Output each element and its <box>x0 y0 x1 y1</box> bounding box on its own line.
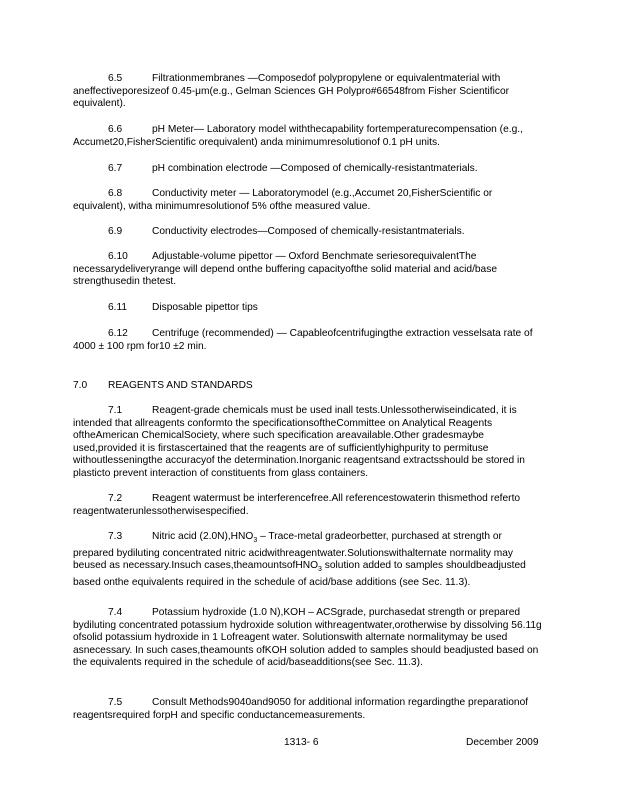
item-text: pH combination electrode —Composed of chemically-resistantmaterials. <box>152 163 478 174</box>
equipment-item-6-11 <box>73 302 543 315</box>
item-text: pH Meter— Laboratory model withthecapability fortemperaturecompensation (e.g., Accumet20,FisherScientific orequivalent) anda minimumresolutionof 0.1 pH units. <box>73 124 523 148</box>
item-number: 7.1 <box>108 405 123 416</box>
item-number: 6.7 <box>108 163 123 174</box>
item-number: 7.5 <box>108 697 123 708</box>
item-text: Conductivity electrodes—Composed of chemically-resistantmaterials. <box>152 226 465 237</box>
item-text: Conductivity meter — Laboratorymodel (e.g.,Accumet 20,FisherScientific or equivalent), witha minimumresolutionof 5% ofthe measured value. <box>73 188 493 212</box>
item-text: Adjustable-volume pipettor — Oxford Benchmate seriesorequivalentThe necessarydeliveryrange will depend onthe buffering capacityofthe solid material and acid/base strengthusedin thetest. <box>73 251 497 288</box>
item-text: Disposable pipettor tips <box>152 302 258 313</box>
reagent-item-7-4 <box>73 607 543 670</box>
item-number: 6.10 <box>108 251 128 262</box>
item-text: Reagent-grade chemicals must be used inall tests.Unlessotherwiseindicated, it is intended that allreagents conformto the specificationsoftheCommittee on Analytical Reagents oftheAmerican ChemicalSociety, where such specification areavailable.Other gradesmaybe used,provided it is firstascertained that the reagents are of sufficientlyhighpurity to permituse withoutlesseningthe accuracyof the determination.Inorganic reagentsand extractsshould be stored in plasticto prevent interaction of constituents from glass containers. <box>73 405 525 479</box>
item-number: 6.5 <box>108 73 123 84</box>
footer-page-number: 1313- 6 <box>284 737 319 748</box>
item-text: Consult Methods9040and9050 for additional information regardingthe preparationof reagentsrequired forpH and specific conductancemeasurements. <box>73 697 529 721</box>
item-number: 7.2 <box>108 493 123 504</box>
item-number: 6.11 <box>108 302 128 313</box>
item-number: 6.8 <box>108 188 123 199</box>
equipment-item-6-12 <box>73 328 543 353</box>
section-heading <box>73 380 253 391</box>
reagent-item-7-5 <box>73 697 543 722</box>
item-number: 7.3 <box>108 531 123 542</box>
equipment-item-6-7 <box>73 163 543 176</box>
reagent-item-7-3 <box>73 531 543 589</box>
subscript: 3 <box>253 537 258 544</box>
item-number: 6.12 <box>108 328 128 339</box>
equipment-item-6-10 <box>73 251 543 289</box>
section-number: 7.0 <box>73 380 88 391</box>
item-number: 6.9 <box>108 226 123 237</box>
reagent-item-7-2 <box>73 493 543 518</box>
reagent-item-7-1 <box>73 405 543 481</box>
equipment-item-6-6 <box>73 124 543 149</box>
equipment-item-6-9 <box>73 226 543 239</box>
item-text: Potassium hydroxide (1.0 N),KOH – ACSgrade, purchasedat strength or prepared bydiluting concentrated potassium hydroxide solution withreagentwater,orotherwise by dissolving 56.11g ofsolid potassium hydroxide in 1 Lofreagent water. Solutionswith alternate normalitymay be used asnecessary. In such cases,theamounts ofKOH solution added to samples should beadjusted based on the equivalents required in the schedule of acid/baseadditions(see Sec. 11.3). <box>73 607 542 669</box>
subscript: 3 <box>318 566 322 574</box>
item-text: Reagent watermust be interferencefree.All referencestowaterin thismethod referto reagentwaterunlessotherwisespecified. <box>73 493 521 517</box>
item-text: Centrifuge (recommended) — Capableofcentrifugingthe extraction vesselsata rate of 4000 ± 100 rpm for10 ±2 min. <box>73 328 533 352</box>
item-text-b: – Trace-metal gradeorbetter, purchased at strength or prepared bydiluting concentrated nitric acidwithreagentwater.Solutionswithalternate normality may beused as necessary.Insuch cases,theamountsofHNO <box>73 531 513 572</box>
footer-date: December 2009 <box>466 737 539 748</box>
equipment-item-6-5 <box>73 73 543 111</box>
item-text-a: Nitric acid (2.0N),HNO <box>152 531 254 542</box>
item-text-c: solution added to samples shouldbeadjusted based onthe equivalents required in the schedule of acid/base additions (see Sec. 11.3). <box>73 560 526 588</box>
item-number: 7.4 <box>108 607 123 618</box>
item-text: Filtrationmembranes —Composedof polypropylene or equivalentmaterial with aneffectiveporesizeof 0.45-μm(e.g., Gelman Sciences GH Polypro#66548from Fisher Scientificor equivalent). <box>73 73 510 110</box>
section-title: REAGENTS AND STANDARDS <box>108 380 253 391</box>
equipment-item-6-8 <box>73 188 543 213</box>
item-number: 6.6 <box>108 124 123 135</box>
